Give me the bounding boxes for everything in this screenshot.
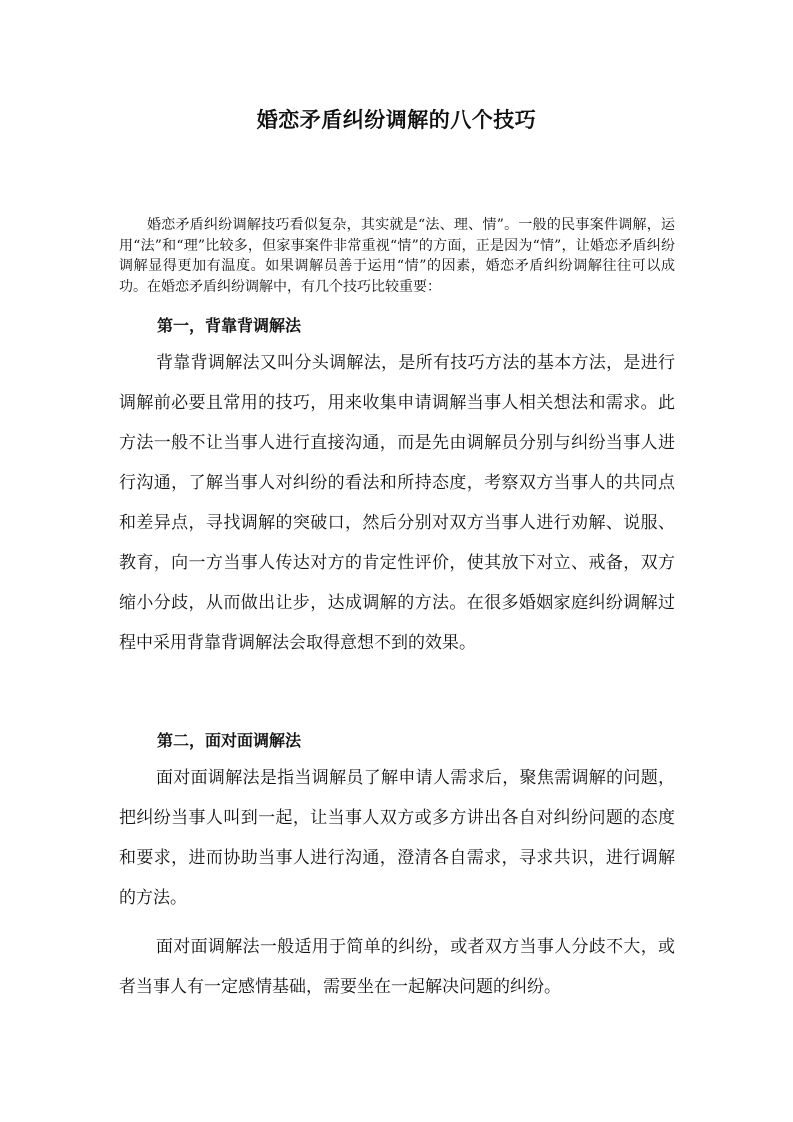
intro-paragraph: 婚恋矛盾纠纷调解技巧看似复杂，其实就是“法、理、情”。一般的民事案件调解，运用“法”和“理”比较多，但家事案件非常重视“情”的方面，正是因为“情”，让婚恋矛盾纠纷调解显得更加有温度。如果调解员善于运用“情”的因素，婚恋矛盾纠纷调解往往可以成功。在婚恋矛盾纠纷调解中，有几个技巧比较重要： (119, 217, 675, 295)
section-paragraph-back-to-back: 背靠背调解法又叫分头调解法，是所有技巧方法的基本方法，是进行调解前必要且常用的技巧，用来收集申请调解当事人相关想法和需求。此方法一般不让当事人进行直接沟通，而是先由调解员分别与纠纷当事人进行沟通，了解当事人对纠纷的看法和所持态度，考察双方当事人的共同点和差异点，寻找调解的突破口，然后分别对双方当事人进行劝解、说服、教育，向一方当事人传达对方的肯定性评价，使其放下对立、戒备，双方缩小分歧，从而做出让步，达成调解的方法。在很多婚姻家庭纠纷调解过程中采用背靠背调解法会取得意想不到的效果。 (119, 353, 675, 653)
document-title: 婚恋矛盾纠纷调解的八个技巧 (256, 108, 537, 132)
section-heading-face-to-face: 第二，面对面调解法 (157, 731, 302, 750)
section-paragraph-face-to-face-definition: 面对面调解法是指当调解员了解申请人需求后，聚焦需调解的问题，把纠纷当事人叫到一起，让当事人双方或多方讲出各自对纠纷问题的态度和要求，进而协助当事人进行沟通，澄清各自需求，寻求共识，进行调解的方法。 (119, 768, 675, 908)
section-heading-back-to-back: 第一，背靠背调解法 (157, 316, 302, 335)
section-paragraph-face-to-face-usage: 面对面调解法一般适用于简单的纠纷，或者双方当事人分歧不大，或者当事人有一定感情基础，需要坐在一起解决问题的纠纷。 (119, 937, 675, 997)
